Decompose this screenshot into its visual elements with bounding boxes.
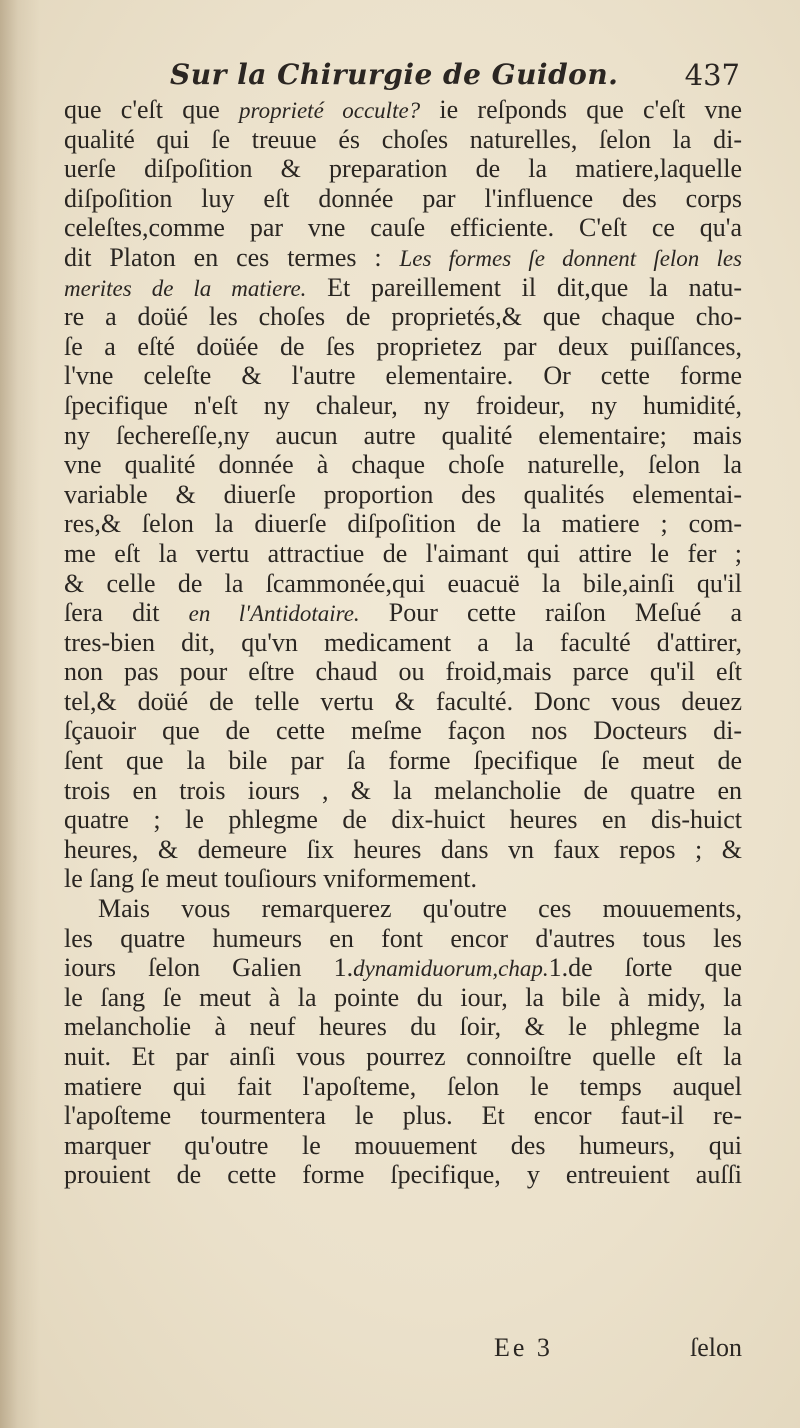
text-line xyxy=(64,1042,742,1072)
text-line xyxy=(64,598,742,628)
text-line xyxy=(64,569,742,599)
text-segment: l'apoſteme tourmentera le plus. Et encor faut-il re- xyxy=(64,1101,742,1131)
catchword: ſelon xyxy=(690,1333,742,1362)
text-segment: res,& ſelon la diuerſe diſpoſition de la matiere ; com- xyxy=(64,509,742,539)
text-line xyxy=(64,894,742,924)
text-segment: 1.de ſorte que xyxy=(548,953,742,983)
text-segment: ie reſponds que c'eſt vne xyxy=(420,95,742,124)
text-segment: nuit. Et par ainſi vous pourrez connoiſtre quelle eſt la xyxy=(64,1042,742,1071)
text-line xyxy=(64,125,742,155)
text-segment: Mais vous remarquerez qu'outre ces mouuements, xyxy=(98,894,742,924)
text-segment: uerſe diſpoſition & preparation de la matiere,laquelle xyxy=(64,154,742,184)
text-line xyxy=(64,213,742,243)
text-line xyxy=(64,657,742,687)
text-segment: tel,& doüé de telle vertu & faculté. Donc vous deuez xyxy=(64,686,742,716)
text-line xyxy=(64,983,742,1013)
signature-mark: Ee 3 xyxy=(494,1333,553,1362)
italic-text: dynamiduorum,chap. xyxy=(353,956,549,982)
text-segment: les quatre humeurs en font encor d'autres tous les xyxy=(64,923,742,953)
text-line xyxy=(64,539,742,569)
text-line xyxy=(64,953,742,983)
text-line xyxy=(64,1012,742,1042)
text-line xyxy=(64,332,742,362)
text-segment: prouient de cette forme ſpecifique, y entreuient auſſi xyxy=(64,1160,742,1190)
text-segment: ſpecifique n'eſt ny chaleur, ny froideur, ny humidité, xyxy=(64,390,742,420)
text-line xyxy=(64,805,742,835)
text-segment: le ſang ſe meut touſiours vniformement. xyxy=(64,864,478,894)
text-segment: ſe a eſté doüée de ſes proprietez par deux puiſſances, xyxy=(64,331,742,361)
page-footer xyxy=(64,1333,742,1365)
text-segment: que c'eſt que xyxy=(64,95,240,124)
page-number: 437 xyxy=(684,58,740,92)
text-segment: ſçauoir que de cette meſme façon nos Docteurs di- xyxy=(64,716,742,746)
text-line xyxy=(64,154,742,184)
text-segment: diſpoſition luy eſt donnée par l'influence des corps xyxy=(64,183,742,213)
text-line xyxy=(64,509,742,539)
text-line xyxy=(64,1101,742,1131)
text-segment: variable & diuerſe proportion des qualités elementai- xyxy=(64,479,742,509)
text-segment: ny ſechereſſe,ny aucun autre qualité elementaire; mais xyxy=(64,420,742,450)
text-line xyxy=(64,835,742,865)
text-segment: & celle de la ſcammonée,qui euacuë la bile,ainſi qu'il xyxy=(64,568,742,598)
text-segment: me eſt la vertu attractiue de l'aimant qui attire le fer ; xyxy=(64,538,742,568)
text-segment: Et pareillement il dit,que la natu- xyxy=(306,272,742,302)
text-line xyxy=(64,687,742,717)
text-line xyxy=(64,864,742,894)
text-line xyxy=(64,95,742,125)
text-line xyxy=(64,421,742,451)
text-segment: ſent que la bile par ſa forme ſpecifique ſe meut de xyxy=(64,746,742,776)
text-segment: l'vne celeſte & l'autre elementaire. Or cette forme xyxy=(64,361,742,391)
text-segment: iours ſelon Galien 1. xyxy=(64,953,354,983)
italic-text: Les formes ſe donnent ſelon les xyxy=(399,245,742,271)
text-segment: tres-bien dit, qu'vn medicament a la faculté d'attirer, xyxy=(64,627,742,657)
text-line xyxy=(64,746,742,776)
text-line xyxy=(64,450,742,480)
text-line xyxy=(64,924,742,954)
text-segment: qualité qui ſe treuue és choſes naturelles, ſelon la di- xyxy=(64,124,742,154)
page-header xyxy=(60,58,740,98)
text-line xyxy=(64,302,742,332)
body-text xyxy=(64,95,742,1190)
italic-text: proprieté occulte? xyxy=(239,98,421,123)
text-segment: quatre ; le phlegme de dix-huict heures en dis-huict xyxy=(64,805,742,835)
text-segment: celeſtes,comme par vne cauſe efficiente. C'eſt ce qu'a xyxy=(64,213,742,243)
text-segment: ſera dit xyxy=(64,598,189,628)
text-line xyxy=(64,716,742,746)
text-line xyxy=(64,273,742,303)
text-segment: le ſang ſe meut à la pointe du iour, la bile à midy, la xyxy=(64,982,742,1012)
text-line xyxy=(64,184,742,214)
text-segment: melancholie à neuf heures du ſoir, & le phlegme la xyxy=(64,1012,742,1042)
text-line xyxy=(64,361,742,391)
text-line xyxy=(64,776,742,806)
text-line xyxy=(64,1072,742,1102)
text-line xyxy=(64,628,742,658)
text-segment: dit Platon en ces termes : xyxy=(64,242,400,272)
text-line xyxy=(64,391,742,421)
running-head: Sur la Chirurgie de Guidon. xyxy=(170,58,619,91)
text-segment: heures, & demeure ſix heures dans vn faux repos ; & xyxy=(64,834,742,864)
text-segment: re a doüé les choſes de proprietés,& que chaque cho- xyxy=(64,302,742,332)
italic-text: en l'Antidotaire. xyxy=(188,601,360,627)
text-segment: marquer qu'outre le mouuement des humeurs, qui xyxy=(64,1130,742,1160)
text-line xyxy=(64,480,742,510)
text-line xyxy=(64,1160,742,1190)
text-line xyxy=(64,243,742,273)
text-segment: matiere qui fait l'apoſteme, ſelon le temps auquel xyxy=(64,1071,742,1101)
text-segment: non pas pour eſtre chaud ou froid,mais parce qu'il eſt xyxy=(64,657,742,687)
italic-text: merites de la matiere. xyxy=(64,275,307,301)
text-segment: trois en trois iours , & la melancholie de quatre en xyxy=(64,775,742,805)
text-segment: Pour cette raiſon Meſué a xyxy=(359,598,742,628)
text-segment: vne qualité donnée à chaque choſe naturelle, ſelon la xyxy=(64,450,742,480)
text-line xyxy=(64,1131,742,1161)
